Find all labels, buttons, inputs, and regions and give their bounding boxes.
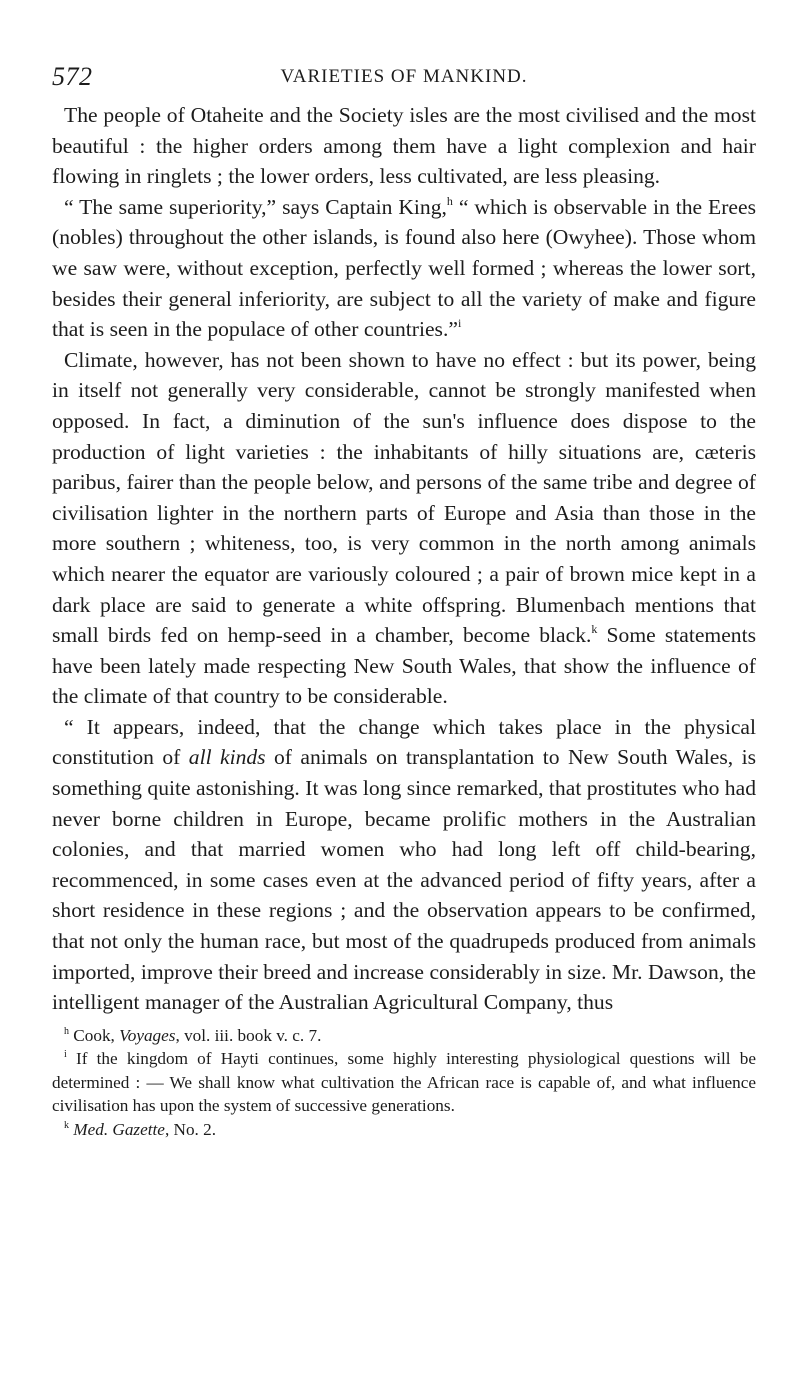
footnote-ref-i: i: [457, 316, 462, 331]
footnotes: [52, 1024, 756, 1142]
footnote-ref-k: k: [591, 622, 598, 637]
footnote-mark-i: i: [64, 1049, 67, 1061]
book-page: [52, 62, 756, 1141]
footnote-h: [52, 1024, 756, 1048]
footnote-text: , vol. iii. book v. c. 7.: [175, 1025, 322, 1045]
paragraph-otaheite: [52, 100, 756, 192]
running-head: [52, 62, 756, 102]
footnote-mark-k: k: [64, 1119, 69, 1131]
paragraph-text: Climate, however, has not been shown to have no effect : but its power, being in itself not generally very considerable, cannot be strongly manifested when opposed. In fact, a diminution of the sun's influence does dispose to the production of light varieties : the inhabitants of hilly situations are, cæteris paribus, fairer than the people below, and persons of the same tribe and degree of civilisation lighter in the northern parts of Europe and Asia than those in the more southern ; whiteness, too, is very common in the north among animals which nearer the equator are variously coloured ; a pair of brown mice kept in a dark place are said to generate a white offspring. Blumenbach mentions that small birds fed on hemp-seed in a chamber, become black.: [52, 347, 756, 648]
paragraph-text: Some statements have been lately made respecting New South Wales, that show the influence of the climate of that country to be considerable.: [52, 623, 757, 709]
footnote-k: [52, 1118, 756, 1142]
footnote-ref-h: h: [446, 193, 453, 208]
paragraph-text: “ The same superiority,” says Captain King,: [64, 194, 447, 219]
footnote-title-voyages: Voyages: [119, 1025, 176, 1045]
paragraph-text: “ It appears, indeed, that the change which takes place in the physical constitution of: [52, 714, 756, 770]
running-title: VARIETIES OF MANKIND.: [280, 66, 528, 87]
footnote-text: , No. 2.: [164, 1119, 217, 1139]
page-number: 572: [52, 62, 93, 91]
emphasis-all-kinds: all kinds: [188, 745, 266, 770]
footnote-text: If the kingdom of Hayti continues, some highly interesting physiological questions will be determined : — We shall know what cultivation the African race is capable of, and what influence civilisation has upon the system of successive generations.: [52, 1049, 756, 1116]
paragraph-text: of animals on transplantation to New South Wales, is something quite astonishing. It was long since remarked, that prostitutes who had never borne children in Europe, became prolific mothers in the Australian colonies, and that married women who had long left off child-bearing, recommenced, in some cases even at the advanced period of fifty years, after a short residence in these regions ; and the observation appears to be confirmed, that not only the human race, but most of the quadrupeds produced from animals imported, improve their breed and increase considerably in size. Mr. Dawson, the intelligent manager of the Australian Agricultural Company, thus: [52, 745, 756, 1015]
paragraph-new-south-wales-quote: [52, 712, 756, 1018]
paragraph-captain-king-quote: [52, 192, 756, 345]
paragraph-text: The people of Otaheite and the Society isles are the most civilised and the most beautiful : the higher orders among them have a light complexion and hair flowing in ringlets ; the lower orders, less cultivated, are less pleasing.: [52, 103, 756, 189]
footnote-mark-h: h: [64, 1025, 69, 1037]
paragraph-climate: [52, 345, 756, 712]
footnote-i: [52, 1047, 756, 1118]
body-text: [52, 100, 756, 1018]
footnote-title-med-gazette: Med. Gazette: [73, 1119, 165, 1139]
paragraph-text: “ which is observable in the Erees (nobles) throughout the other islands, is found also here (Owyhee). Those whom we saw were, without exception, perfectly well formed ; whereas the lower sort, besides their general inferiority, are subject to all the variety of make and figure that is seen in the populace of other countries.”: [52, 194, 756, 342]
footnote-text: Cook,: [73, 1025, 120, 1045]
